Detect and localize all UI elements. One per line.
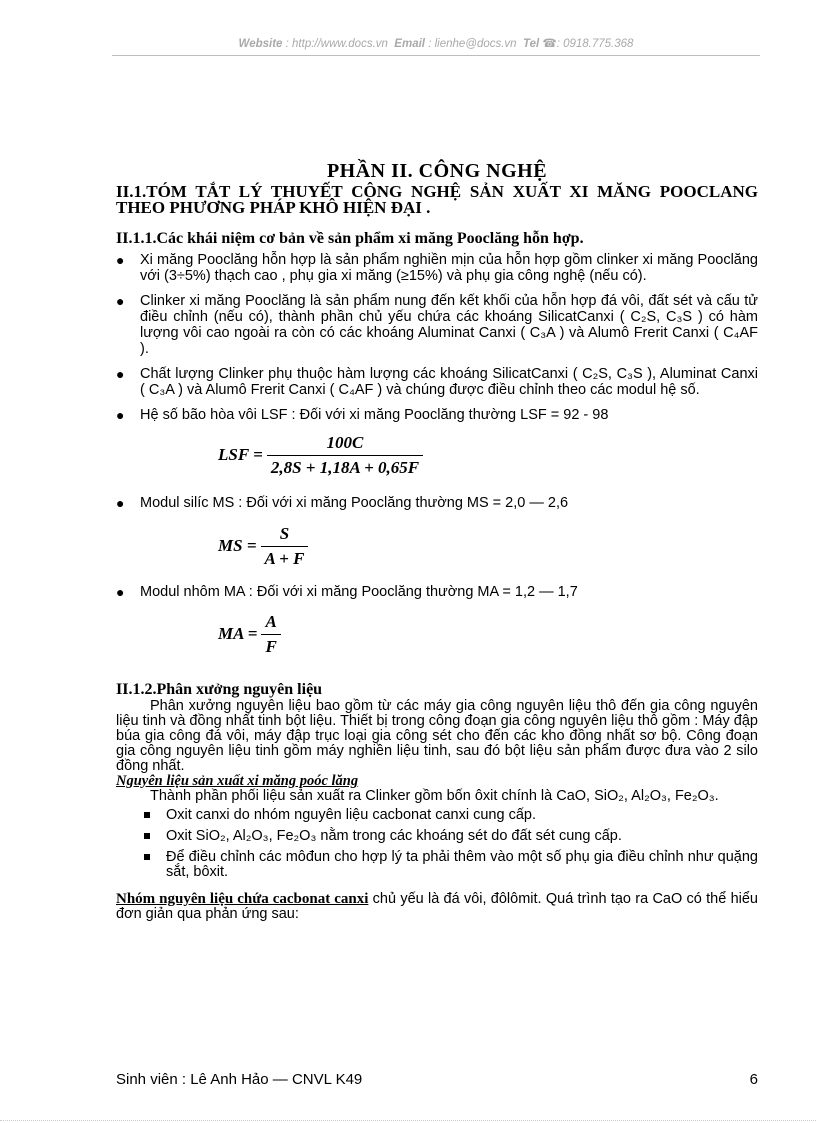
formula-lhs: LSF = [218,445,263,464]
tel-label: Tel [522,38,540,50]
square-bullet-icon [144,854,150,860]
bullet-icon: ● [116,407,125,423]
list-item-text: Oxit canxi do nhóm nguyên liệu cacbonat canxi cung cấp. [166,807,536,823]
lsf-formula [218,429,758,481]
fraction [261,524,309,569]
square-bullet-icon [144,812,150,818]
ms-formula [218,520,758,572]
website-label: Website [238,38,283,50]
email-value[interactable]: : lienhe@docs.vn [428,38,517,50]
ma-list [116,584,758,600]
list-item [116,293,758,357]
fraction-numerator: 100C [267,433,423,456]
page-number: 6 [749,1071,758,1088]
fraction [261,612,280,657]
list-item-text: Để điều chỉnh các môđun cho hợp lý ta phải thêm vào một số phụ gia điều chỉnh như quặng sắt, bôxit. [166,849,758,880]
raw-material-heading [116,774,758,789]
formula-lhs: MA = [218,624,258,643]
list-item [116,252,758,284]
subsection-title-2: II.1.2.Phân xưởng nguyên liệu [116,681,323,698]
list-item-text: Chất lượng Clinker phụ thuộc hàm lượng các khoáng SilicatCanxi ( C₂S, C₃S ), Aluminat Canxi ( C₃A ) và Alumô Frerit Canxi ( C₄AF ) và chúng được điều chỉnh theo các modul hệ số. [140,366,758,398]
fraction-numerator: S [261,524,309,547]
ma-formula [218,609,758,659]
ms-list [116,495,758,511]
page-footer [116,1071,758,1088]
footer-student: Sinh viên : Lê Anh Hảo — CNVL K49 [116,1071,363,1088]
carbonate-paragraph [116,892,758,922]
list-item-text: Oxit SiO₂, Al₂O₃, Fe₂O₃ nằm trong các khoáng sét do đất sét cung cấp. [166,828,622,844]
bullet-icon: ● [116,293,125,309]
list-item [144,808,758,823]
oxide-list [116,808,758,880]
fraction-denominator: A + F [264,548,305,568]
carbonate-text: chủ yếu là đá vôi, đôlômit. Quá trình tạo ra CaO có thể hiểu đơn giản qua phản ứng sau: [116,891,758,922]
formula-lhs: MS = [218,536,257,555]
tel-value: ☎: 0918.775.368 [542,38,634,50]
list-item-text: Modul nhôm MA : Đối với xi măng Pooclăng thường MA = 1,2 — 1,7 [140,584,578,600]
list-item [116,584,758,600]
list-item [144,850,758,880]
square-bullet-icon [144,833,150,839]
document-body [116,160,758,922]
list-item [144,829,758,844]
bottom-divider [0,1120,816,1121]
part-title: PHẦN II. CÔNG NGHỆ [326,160,548,182]
email-label: Email [394,38,425,50]
list-item-text: Modul silíc MS : Đối với xi măng Pooclăng thường MS = 2,0 — 2,6 [140,495,569,511]
raw-material-paragraph: Phân xưởng nguyên liệu bao gồm từ các máy gia công nguyên liệu thô đến gia công nguyên liệu tinh và đồng nhất tinh bột liệu. Thiết bị trong công đoạn gia công nguyên liệu thô gồm : Máy đập búa gia công đá vôi, máy đập trục loại gia công sét cho đến các kho đồng nhất sơ bộ. Công đoạn gia công nguyên liệu tinh gồm máy nghiền liệu tinh, sau đó bột liệu sản phẩm được đưa vào 2 silo đồng nhất. [116,698,758,774]
list-item [116,495,758,511]
fraction-denominator: F [265,636,277,656]
bullet-icon: ● [116,495,125,511]
section-title: II.1.TÓM TẮT LÝ THUYẾT CÔNG NGHỆ SẢN XUẤT XI MĂNG POOCLANG THEO PHƯƠNG PHÁP KHÔ HIỆN ĐẠI . [116,182,758,217]
raw-material-heading-text: Nguyên liệu sản xuất xi măng poóc lăng [116,773,359,789]
header-divider [112,55,760,56]
carbonate-heading: Nhóm nguyên liệu chứa cacbonat canxi [116,891,369,907]
website-value[interactable]: : http://www.docs.vn [285,38,388,50]
concept-list [116,252,758,423]
fraction-denominator: 2,8S + 1,18A + 0,65F [270,457,420,477]
subsection-title-1: II.1.1.Các khái niệm cơ bản về sản phẩm xi măng Pooclăng hỗn hợp. [116,230,584,247]
fraction [267,433,423,478]
list-item [116,407,758,423]
fraction-numerator: A [261,612,280,635]
list-item-text: Hệ số bão hòa vôi LSF : Đối với xi măng Pooclăng thường LSF = 92 - 98 [140,407,609,423]
bullet-icon: ● [116,366,125,382]
list-item-text: Clinker xi măng Pooclăng là sản phẩm nung đến kết khối của hỗn hợp đá vôi, đất sét và cấu tử điều chỉnh (nếu có), thành phần chủ yếu chứa các khoáng SilicatCanxi ( C₂S, C₃S ) có hàm lượng vôi cao ngoài ra còn có các khoáng Aluminat Canxi ( C₃A ) và Alumô Frerit Canxi ( C₄AF ). [140,293,758,357]
bullet-icon: ● [116,252,125,268]
composition-paragraph: Thành phần phối liệu sản xuất ra Clinker gồm bốn ôxit chính là CaO, SiO₂, Al₂O₃, Fe₂O₃. [150,788,719,804]
page-header [112,36,760,50]
bullet-icon: ● [116,584,125,600]
list-item [116,366,758,398]
list-item-text: Xi măng Pooclăng hỗn hợp là sản phẩm nghiền mịn của hỗn hợp gồm clinker xi măng Pooclăng với (3÷5%) thạch cao , phụ gia xi măng (≥15%) và phụ gia công nghệ (nếu có). [140,252,758,284]
